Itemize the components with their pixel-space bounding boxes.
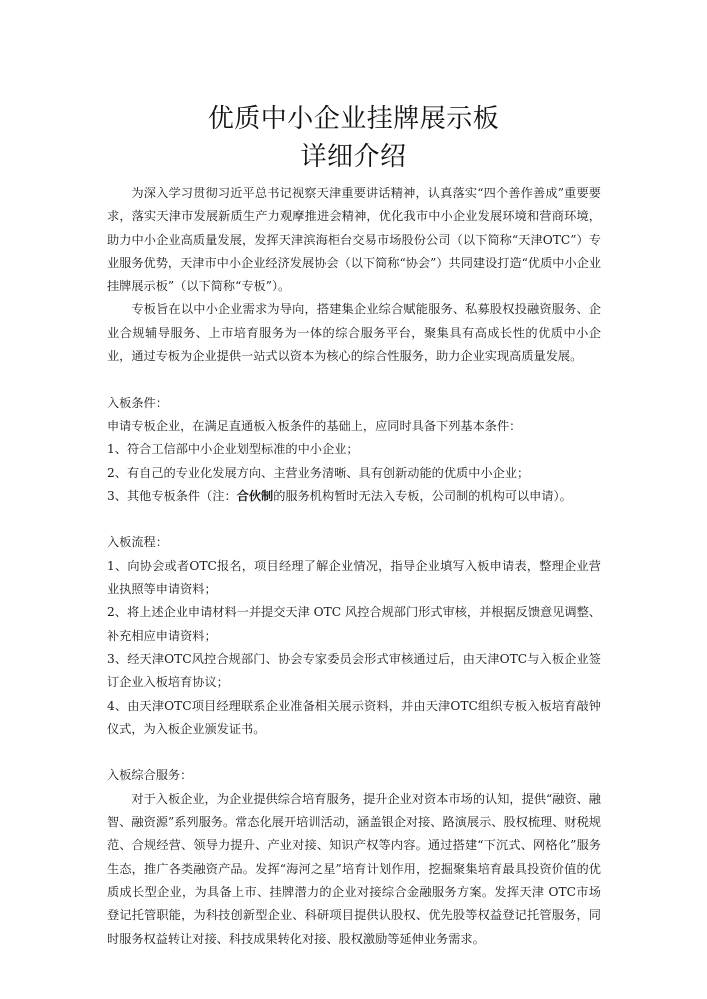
section-spacer bbox=[107, 368, 601, 391]
conditions-item-1: 1、符合工信部中小企业划型标准的中小企业； bbox=[107, 442, 359, 457]
intro-paragraph-2: 专板旨在以中小企业需求为导向，搭建集企业综合赋能服务、私募股权投融资服务、企业合规辅导服务、上市培育服务为一体的综合服务平台，聚集具有高成长性的优质中小企业，通过专板为企业提供一站式以资本为核心的综合性服务，助力企业实现高质量发展。 bbox=[107, 302, 601, 364]
process-step-1: 1、向协会或者OTC报名，项目经理了解企业情况，指导企业填写入板申请表，整理企业营业执照等申请资料； bbox=[107, 558, 601, 597]
process-step-3: 3、经天津OTC风控合规部门、协会专家委员会形式审核通过后，由天津OTC与入板企业签订企业入板培育协议； bbox=[107, 651, 601, 690]
section-spacer bbox=[107, 741, 601, 764]
section-spacer bbox=[107, 508, 601, 531]
title-line-2: 详细介绍 bbox=[300, 142, 407, 172]
document-title bbox=[0, 100, 707, 176]
process-step-4: 4、由天津OTC项目经理联系企业准备相关展示资料，并由天津OTC组织专板入板培育敲钟仪式，为入板企业颁发证书。 bbox=[107, 698, 601, 736]
conditions-item-3-emphasis: 合伙制 bbox=[236, 488, 274, 503]
conditions-item-3-prefix: 3、其他专板条件（注： bbox=[107, 488, 237, 503]
conditions-item-3 bbox=[107, 485, 601, 508]
conditions-item-2: 2、有自己的专业化发展方向、主营业务清晰、具有创新动能的优质中小企业； bbox=[107, 465, 530, 480]
process-step-2: 2、将上述企业申请材料一并提交天津 OTC 风控合规部门形式审核，并根据反馈意见调整、补充相应申请资料； bbox=[107, 605, 601, 643]
title-line-1: 优质中小企业挂牌展示板 bbox=[207, 104, 500, 134]
conditions-item-3-suffix: 的服务机构暂时无法入专板，公司制的机构可以申请）。 bbox=[273, 488, 572, 503]
services-heading: 入板综合服务： bbox=[107, 768, 193, 783]
conditions-heading: 入板条件： bbox=[107, 395, 168, 410]
intro-paragraph-1: 为深入学习贯彻习近平总书记视察天津重要讲话精神，认真落实“四个善作善成”重要要求，落实天津市发展新质生产力观摩推进会精神，优化我市中小企业发展环境和营商环境，助力中小企业高质量发展，发挥天津滨海柜台交易市场股份公司（以下简称“天津OTC”）专业服务优势，天津市中小企业经济发展协会（以下简称“协会”）共同建设打造“优质中小企业挂牌展示板”（以下简称“专板”）。 bbox=[107, 186, 602, 294]
conditions-lead: 申请专板企业，在满足直通板入板条件的基础上，应同时具备下列基本条件： bbox=[107, 418, 522, 433]
document-body bbox=[107, 182, 601, 951]
services-paragraph: 对于入板企业，为企业提供综合培育服务，提升企业对资本市场的认知，提供“融资、融智、融资源”系列服务。常态化展开培训活动，涵盖银企对接、路演展示、股权梳理、财税规范、合规经营、领导力提升、产业对接、知识产权等内容。通过搭建“下沉式、网格化”服务生态，推广各类融资产品。发挥“海河之星”培育计划作用，挖掘聚集培育最具投资价值的优质成长型企业，为具备上市、挂牌潜力的企业对接综合金融服务方案。发挥天津 OTC市场登记托管职能，为科技创新型企业、科研项目提供认股权、优先股等权益登记托管服务，同时服务权益转让对接、科技成果转化对接、股权激励等延伸业务需求。 bbox=[107, 791, 601, 946]
process-heading: 入板流程： bbox=[107, 535, 168, 550]
